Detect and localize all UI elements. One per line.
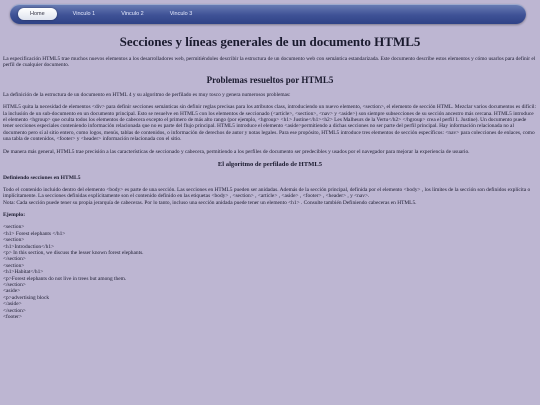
code-example bbox=[3, 224, 537, 320]
code-line: <h1> Forest elephants </h1> bbox=[3, 230, 66, 237]
main-content bbox=[3, 34, 537, 320]
problems-paragraph-2: HTML5 quita la necesidad de elementos <div> para definir secciones semánticas sin definir reglas precisas para los atributos class, introduciendo un nuevo elemento, <section>, el elemento de sección HTML. Mezclar varios documentos es difícil: la inclusión de un sub-documento en un documento principal. Esto se resuelve en HTML5 con los elementos de seccionado (<article>, <section>, <nav> y <aside>) son siempre subsecciones de su sección ancestro más cercana. HTML5 introduce el elemento <hgroup> que oculta todos los elementos de cabecera excepto el primero de más alto rango (por ejemplo, <hgroup> <h1> Justine</h1><h2> Les Malheurs de la Vertu</h2> </hgroup> crea el perfil 1. Justine). Un documento puede tener secciones especiales conteniendo información relacionada que no es parte del flujo principal. HTML5 introduce el elemento <aside>permitiendo a dichas secciones no ser parte del perfil principal. Hay información relacionada no al documento pero sí al sitio entero, como logos, menús, tablas de contenidos, o información de derechos de autor y notas legales. Para ese propósito, HTML5 introduce tres elementos de sección específicos: <nav> para colecciones de enlaces, como una tabla de contenidos, <footer> y <header> información relacionada con el sitio. bbox=[3, 104, 536, 143]
code-line: <p>Forest elephants do not live in trees but among them. bbox=[3, 275, 127, 282]
code-line: <aside> bbox=[3, 288, 21, 295]
code-line: <p>advertising block bbox=[3, 294, 50, 301]
code-line: <h1>Introduction</h1> bbox=[3, 243, 55, 250]
code-line: </section> bbox=[3, 256, 26, 263]
top-navbar bbox=[10, 4, 526, 24]
algorithm-heading: El algoritmo de perfilado de HTML5 bbox=[217, 161, 323, 169]
intro-paragraph: La especificación HTML5 trae muchos nuevos elementos a los desarrolladores web, permitiéndoles describir la estructura de un documento web con semántica estandarizada. Este documento describe estos elementos y cómo usarlos para definir el perfil de cualquier documento. bbox=[3, 56, 536, 69]
problems-paragraph-3: De manera más general, HTML5 trae precisión a las características de seccionado y cabecera, permitiendo a los perfiles de documento ser predecibles y usados por el navegador para mejorar la experiencia de usuario. bbox=[3, 148, 470, 155]
code-line: </section> bbox=[3, 307, 26, 314]
page-title: Secciones y líneas generales de un documento HTML5 bbox=[119, 34, 421, 49]
define-sections-heading: Definiendo secciones en HTML5 bbox=[3, 175, 81, 182]
define-paragraph-1: Todo el contenido incluido dentro del elemento <body> es parte de una sección. Las secciones en HTML5 pueden ser anidadas. Además de la sección principal, definida por el elemento <body> , los límites de la sección son definidos explícita o implícitamente. La secciones definidas explícitamente son el contenido definido en las etiquetas <body> , <section> , <article> , <aside> , <footer> , <header> , y <nav>. bbox=[3, 187, 531, 200]
code-line: <section> bbox=[3, 262, 25, 269]
code-line: <footer> bbox=[3, 313, 22, 320]
code-line: </aside> bbox=[3, 301, 22, 308]
code-line: <p> In this section, we discuss the lesser known forest elephants. bbox=[3, 249, 144, 256]
nav-item-vinculo-1[interactable]: Vinculo 1 bbox=[72, 11, 96, 17]
define-paragraph-2: Nota: Cada sección puede tener su propia jerarquía de cabeceras. Por lo tanto, incluso una sección anidada puede tener un elemento <h1> . Consulte también Definiendo cabeceras en HTML5. bbox=[3, 199, 417, 206]
example-label: Ejemplo: bbox=[3, 212, 26, 219]
nav-item-vinculo-3[interactable]: Vinculo 3 bbox=[169, 11, 193, 17]
nav-item-vinculo-2[interactable]: Vinculo 2 bbox=[121, 11, 144, 17]
code-line: <h1>Habitat</h1> bbox=[3, 269, 44, 276]
code-line: <section> bbox=[3, 224, 25, 231]
problems-paragraph-1: La definición de la estructura de un documento en HTML 4 y su algoritmo de perfilado es muy tosco y genera numerosos problemas: bbox=[3, 91, 291, 98]
code-line: <section> bbox=[3, 237, 25, 244]
problems-heading: Problemas resueltos por HTML5 bbox=[206, 74, 334, 85]
code-line: </section> bbox=[3, 281, 26, 288]
nav-item-home[interactable]: Home bbox=[18, 8, 57, 20]
